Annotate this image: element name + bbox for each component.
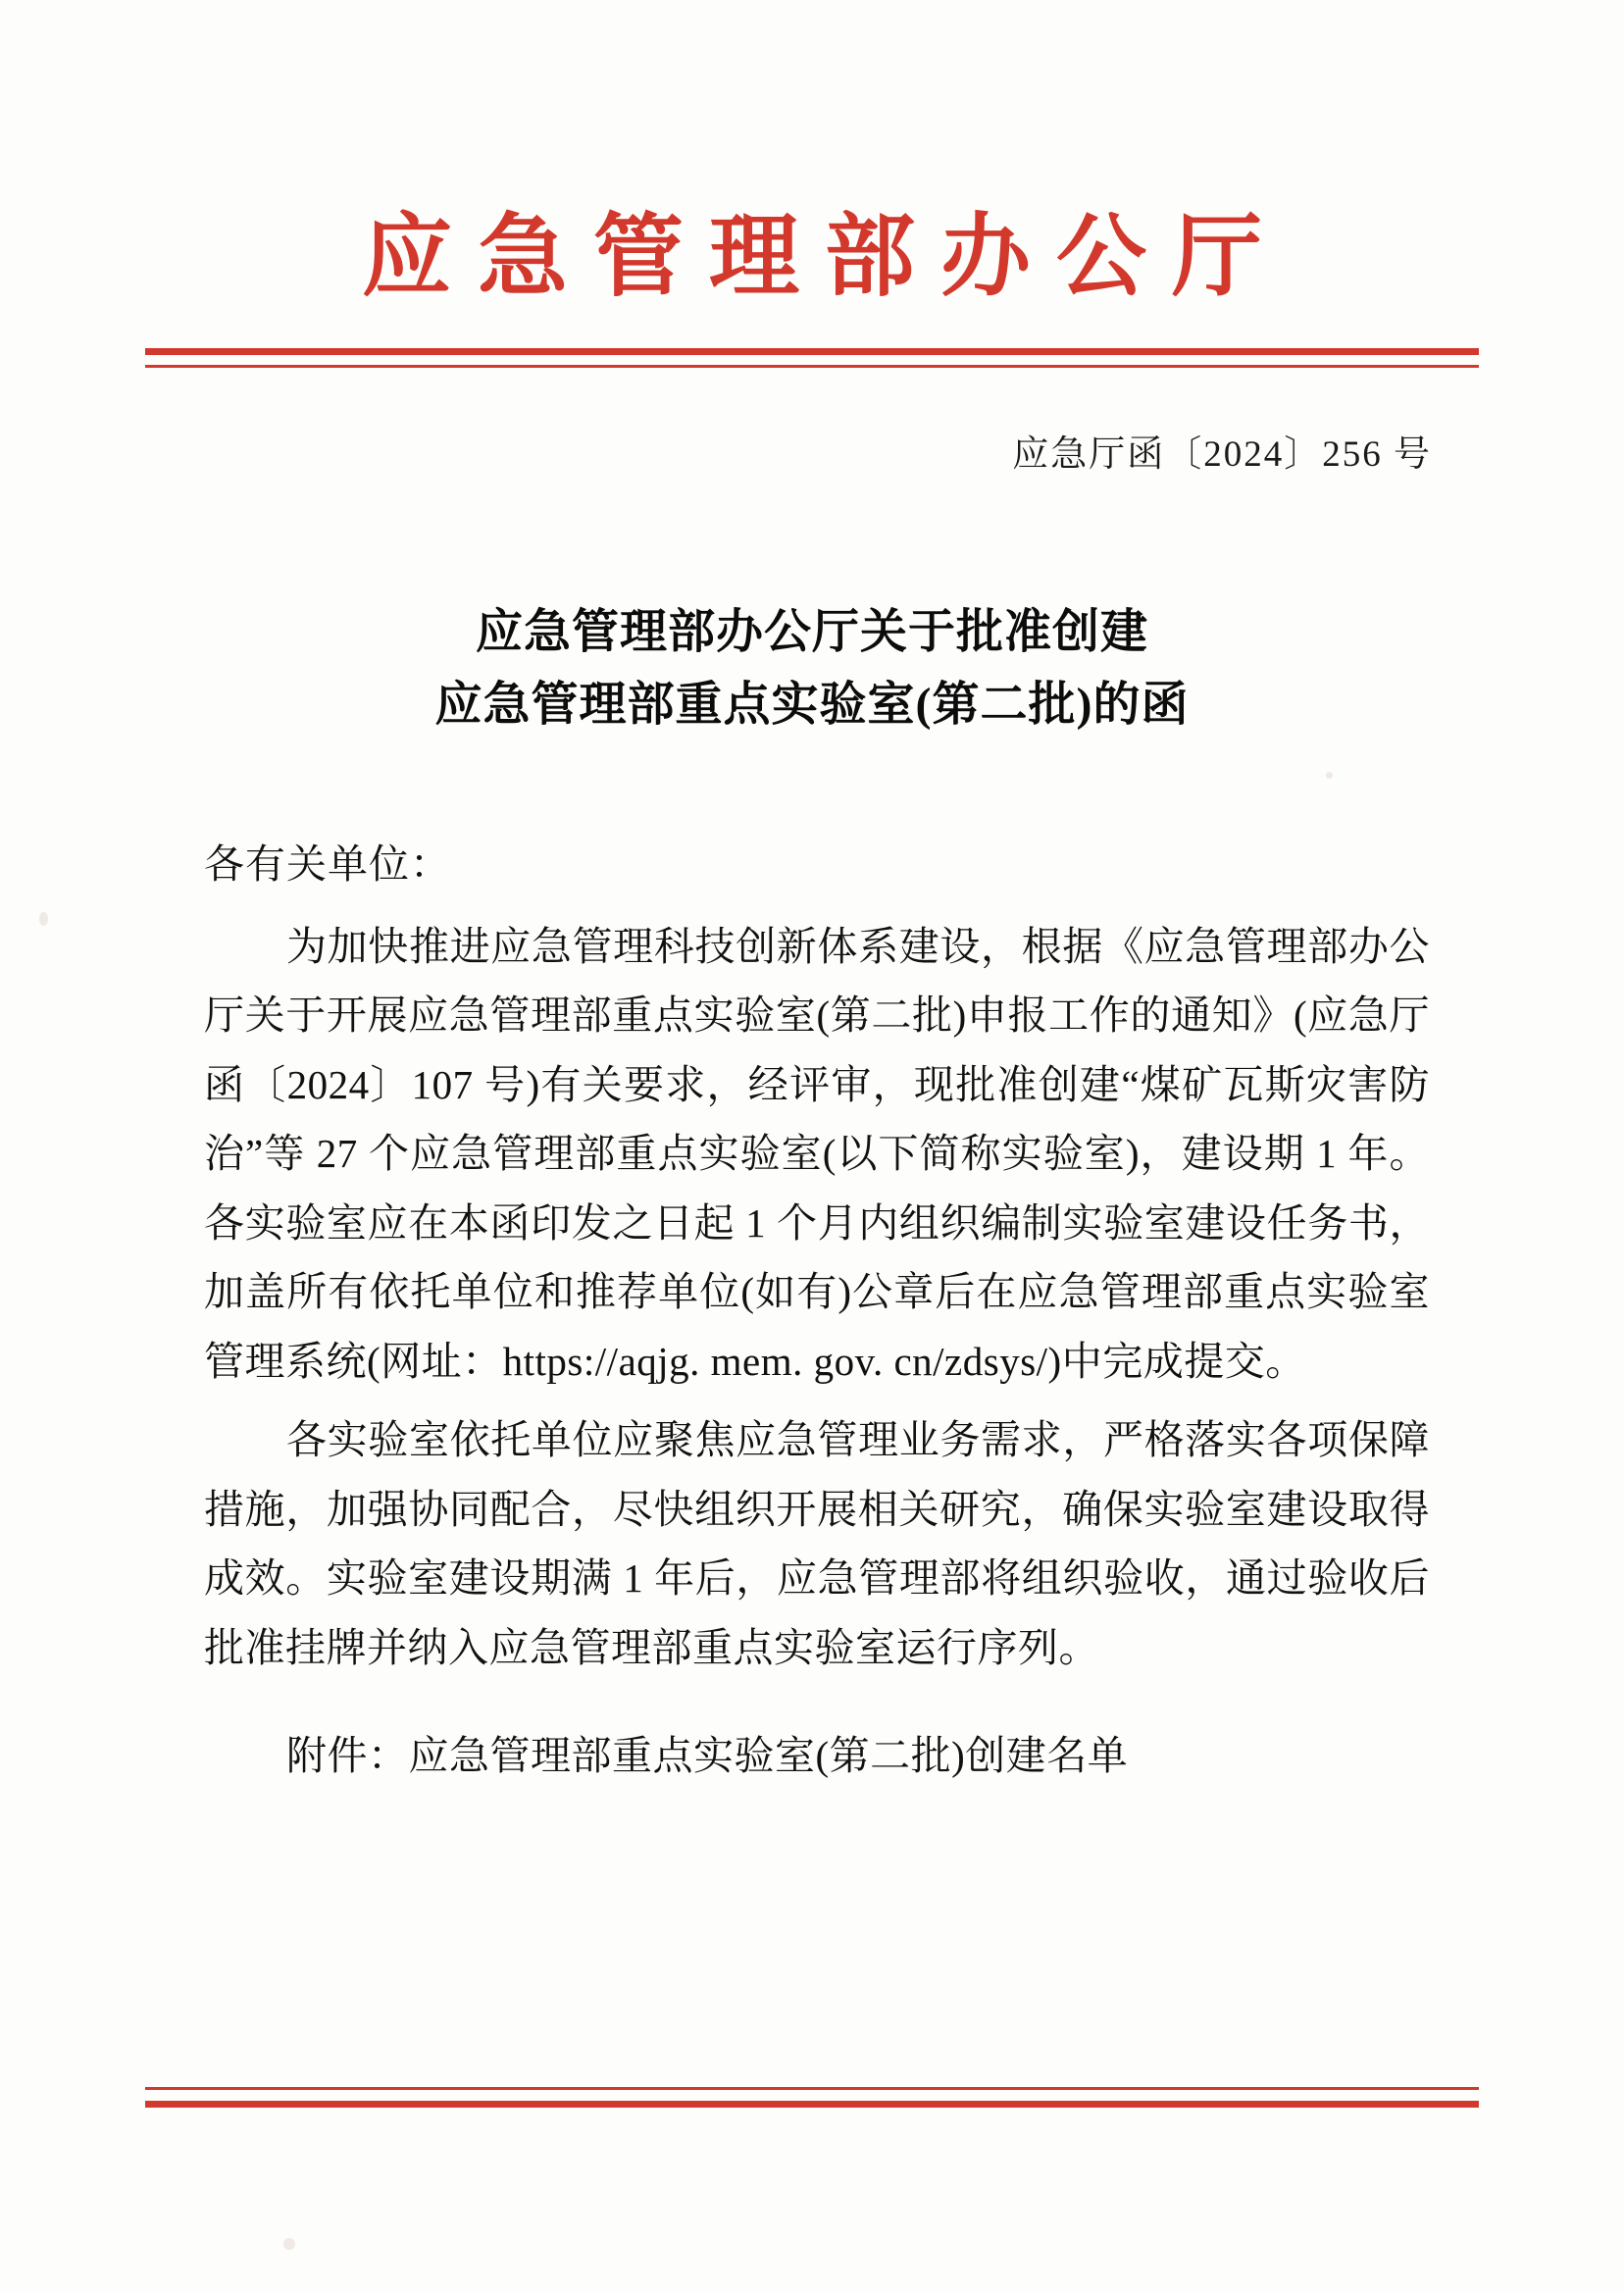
attachment-line: 附件：应急管理部重点实验室(第二批)创建名单 xyxy=(286,1733,1129,1779)
document-subject-title xyxy=(0,596,1624,742)
footer-rule-thin xyxy=(145,2087,1479,2090)
document-body xyxy=(204,834,1430,1801)
issuing-authority-title: 应急管理部办公厅 xyxy=(361,207,1288,307)
document-header xyxy=(0,208,1624,307)
salutation: 各有关单位： xyxy=(204,841,451,887)
body-paragraph-2: 各实验室依托单位应聚焦应急管理业务需求，严格落实各项保障措施，加强协同配合，尽快组织开展相关研究，确保实验室建设取得成效。实验室建设期满 1 年后，应急管理部将组织验收，通过验收后批准挂牌并纳入应急管理部重点实验室运行序列。 xyxy=(204,1417,1430,1670)
body-paragraph-1: 为加快推进应急管理科技创新体系建设，根据《应急管理部办公厅关于开展应急管理部重点实验室(第二批)申报工作的通知》(应急厅函〔2024〕107 号)有关要求，经评审，现批准创建“煤矿瓦斯灾害防治”等 27 个应急管理部重点实验室(以下简称实验室)，建设期 1 年。各实验室应在本函印发之日起 1 个月内组织编制实验室建设任务书，加盖所有依托单位和推荐单位(如有)公章后在应急管理部重点实验室管理系统(网址：https://aqjg. mem. gov. cn/zdsys/)中完成提交。 xyxy=(204,923,1430,1384)
scan-artifact xyxy=(39,912,48,926)
scan-artifact xyxy=(1326,772,1333,779)
header-rule-thin xyxy=(145,365,1479,368)
subject-line-2: 应急管理部重点实验室(第二批)的函 xyxy=(434,679,1190,732)
scan-artifact xyxy=(283,2238,295,2250)
document-number: 应急厅函〔2024〕256 号 xyxy=(1012,434,1432,475)
footer-rule-thick xyxy=(145,2101,1479,2108)
header-rule-thick xyxy=(145,348,1479,355)
subject-line-1: 应急管理部办公厅关于批准创建 xyxy=(475,606,1148,658)
